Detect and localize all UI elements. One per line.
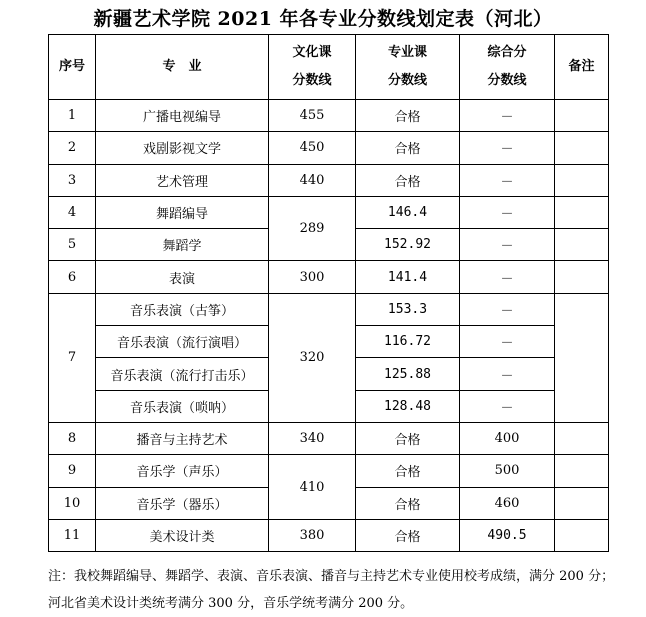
comprehensive-score-cell: － [460,390,555,422]
comprehensive-score-cell: － [460,261,555,293]
major-cell: 舞蹈编导 [96,196,269,228]
seq-cell: 1 [49,100,96,132]
seq-cell: 3 [49,164,96,196]
major-score-cell: 合格 [356,455,460,487]
header-major-line2: 分数线 [387,73,427,88]
remarks-cell [555,100,609,132]
culture-score-cell: 455 [269,100,356,132]
table-row [49,196,609,228]
header-culture-line1: 文化课 [292,45,332,60]
major-cell: 音乐学（声乐） [96,455,269,487]
major-score-cell: 合格 [356,132,460,164]
seq-cell: 8 [49,422,96,454]
major-score-cell: 116.72 [356,326,460,358]
culture-score-cell: 410 [269,455,356,520]
major-cell: 戏剧影视文学 [96,132,269,164]
major-cell: 舞蹈学 [96,229,269,261]
table-row [49,455,609,487]
header-remarks: 备注 [555,35,609,100]
major-score-cell: 125.88 [356,358,460,390]
major-score-cell: 146.4 [356,196,460,228]
header-major-line1: 专业课 [387,45,427,60]
header-comp-line1: 综合分 [487,45,527,60]
footnote: 注：我校舞蹈编导、舞蹈学、表演、音乐表演、播音与主持艺术专业使用校考成绩，满分 200 分；河北省美术设计类统考满分 300 分，音乐学统考满分 200 分。 [48,569,615,611]
remarks-cell [555,229,609,261]
major-cell: 艺术管理 [96,164,269,196]
major-score-cell: 141.4 [356,261,460,293]
major-cell: 音乐学（器乐） [96,487,269,519]
comprehensive-score-cell: 500 [460,455,555,487]
remarks-cell [555,132,609,164]
table-row [49,519,609,551]
culture-score-cell: 289 [269,196,356,261]
table-row [49,132,609,164]
major-score-cell: 152.92 [356,229,460,261]
major-cell: 播音与主持艺术 [96,422,269,454]
header-major-score [356,35,460,100]
culture-score-cell: 340 [269,422,356,454]
major-score-cell: 128.48 [356,390,460,422]
major-score-cell: 合格 [356,164,460,196]
major-cell: 表演 [96,261,269,293]
seq-cell: 9 [49,455,96,487]
major-score-cell: 合格 [356,100,460,132]
remarks-cell [555,196,609,228]
header-comp-line2: 分数线 [487,73,527,88]
page-title: 新疆艺术学院 2021 年各专业分数线划定表（河北） [93,8,553,30]
seq-cell: 11 [49,519,96,551]
table-row [49,422,609,454]
comprehensive-score-cell: － [460,164,555,196]
culture-score-cell: 380 [269,519,356,551]
seq-cell: 7 [49,293,96,422]
major-score-cell: 合格 [356,487,460,519]
comprehensive-score-cell: 400 [460,422,555,454]
major-score-cell: 合格 [356,519,460,551]
comprehensive-score-cell: － [460,132,555,164]
comprehensive-score-cell: － [460,100,555,132]
header-major: 专 业 [96,35,269,100]
comprehensive-score-cell: 490.5 [460,519,555,551]
major-cell: 音乐表演（流行演唱） [96,326,269,358]
header-row [49,35,609,100]
table-row [49,100,609,132]
header-culture-score [269,35,356,100]
seq-cell: 4 [49,196,96,228]
major-score-cell: 153.3 [356,293,460,325]
major-cell: 广播电视编导 [96,100,269,132]
seq-cell: 5 [49,229,96,261]
remarks-cell [555,455,609,487]
culture-score-cell: 300 [269,261,356,293]
major-score-cell: 合格 [356,422,460,454]
table-row [49,261,609,293]
header-culture-line2: 分数线 [292,73,332,88]
comprehensive-score-cell: － [460,229,555,261]
seq-cell: 6 [49,261,96,293]
remarks-cell [555,422,609,454]
table-row [49,164,609,196]
remarks-cell [555,487,609,519]
major-cell: 音乐表演（唢呐） [96,390,269,422]
header-comprehensive-score [460,35,555,100]
culture-score-cell: 320 [269,293,356,422]
comprehensive-score-cell: － [460,358,555,390]
culture-score-cell: 450 [269,132,356,164]
major-cell: 音乐表演（古筝） [96,293,269,325]
major-cell: 美术设计类 [96,519,269,551]
score-table [48,34,609,552]
remarks-cell [555,261,609,293]
culture-score-cell: 440 [269,164,356,196]
remarks-cell [555,293,609,422]
comprehensive-score-cell: － [460,293,555,325]
seq-cell: 10 [49,487,96,519]
seq-cell: 2 [49,132,96,164]
comprehensive-score-cell: 460 [460,487,555,519]
header-seq: 序号 [49,35,96,100]
comprehensive-score-cell: － [460,196,555,228]
remarks-cell [555,164,609,196]
table-row [49,293,609,325]
remarks-cell [555,519,609,551]
comprehensive-score-cell: － [460,326,555,358]
major-cell: 音乐表演（流行打击乐） [96,358,269,390]
